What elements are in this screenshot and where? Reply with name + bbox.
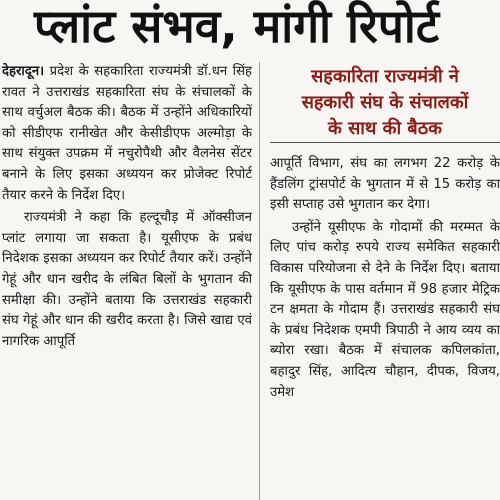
subheadline-line-2: सहकारी संघ के संचालकों (301, 92, 469, 113)
paragraph-2: राज्यमंत्री ने कहा कि हल्दूचौड़ में ऑक्सीजन प्लांट लगाया जा सकता है। यूसीएफ के प्रबंध निदेशक इसका अध्ययन कर रिपोर्ट तैयार करें। उन्होंने गेहूं और धान खरीद के लंबित बिलों के भुगतान की समीक्षा की। उन्होंने बताया कि उत्तराखंड सहकारी संघ गेहूं और धान की खरीद करता है। जिसे खाद्य एवं नागरिक आपूर्ति (2, 210, 252, 349)
right-column (270, 154, 500, 500)
paragraph-3: आपूर्ति विभाग, संघ का लगभग 22 करोड़ के हैंडलिंग ट्रांसपोर्ट के भुगतान में से 15 करोड़ का इसी सप्ताह उसे भुगतान कर देगा। (270, 156, 500, 213)
paragraph-1 (2, 62, 252, 206)
left-column (2, 62, 252, 500)
subheadline-line-3: के साथ की बैठक (327, 118, 442, 139)
dateline: देहरादून। (2, 64, 45, 79)
subheadline-line-1: सहकारिता राज्यमंत्री ने (311, 66, 459, 87)
headline (0, 0, 500, 62)
paragraph-4: उन्होंने यूसीएफ के गोदामों की मरम्मत के लिए पांच करोड़ रुपये राज्य समेकित सहकारी विकास परियोजना से देने के निर्देश दिए। बताया कि यूसीएफ के पास वर्तमान में 98 हजार मेट्रिक टन क्षमता के गोदाम हैं। उत्तराखंड सहकारी संघ के प्रबंध निदेशक एमपी त्रिपाठी ने आय व्यय का ब्योरा रखा। बैठक में संचालक कपिलकांता, बहादुर सिंह, आदित्य चौहान, दीपक, विजय, उमेश (270, 219, 500, 400)
subheadline-rule (270, 142, 500, 148)
paragraph-1-text: प्रदेश के सहकारिता राज्यमंत्री डॉ.धन सिंह रावत ने उत्तराखंड सहकारिता संघ के संचालकों के साथ वर्चुअल बैठक की। बैठक में उन्होंने अधिकारियों को सीडीएफ रानीखेत और केसीडीएफ अल्मोड़ा के साथ संयुक्त उपक्रम में नचुरोपैथी और वैलनेस सेंटर बनाने के लिए इसका अध्ययन कर प्रोजेक्ट रिपोर्ट तैयार करने के निर्देश दिए। (2, 64, 252, 203)
column-divider (259, 62, 260, 500)
headline-text: प्लांट संभव, मांगी रिपोर्ट (34, 0, 439, 53)
subheadline-box (270, 62, 500, 148)
subheadline (270, 62, 500, 142)
